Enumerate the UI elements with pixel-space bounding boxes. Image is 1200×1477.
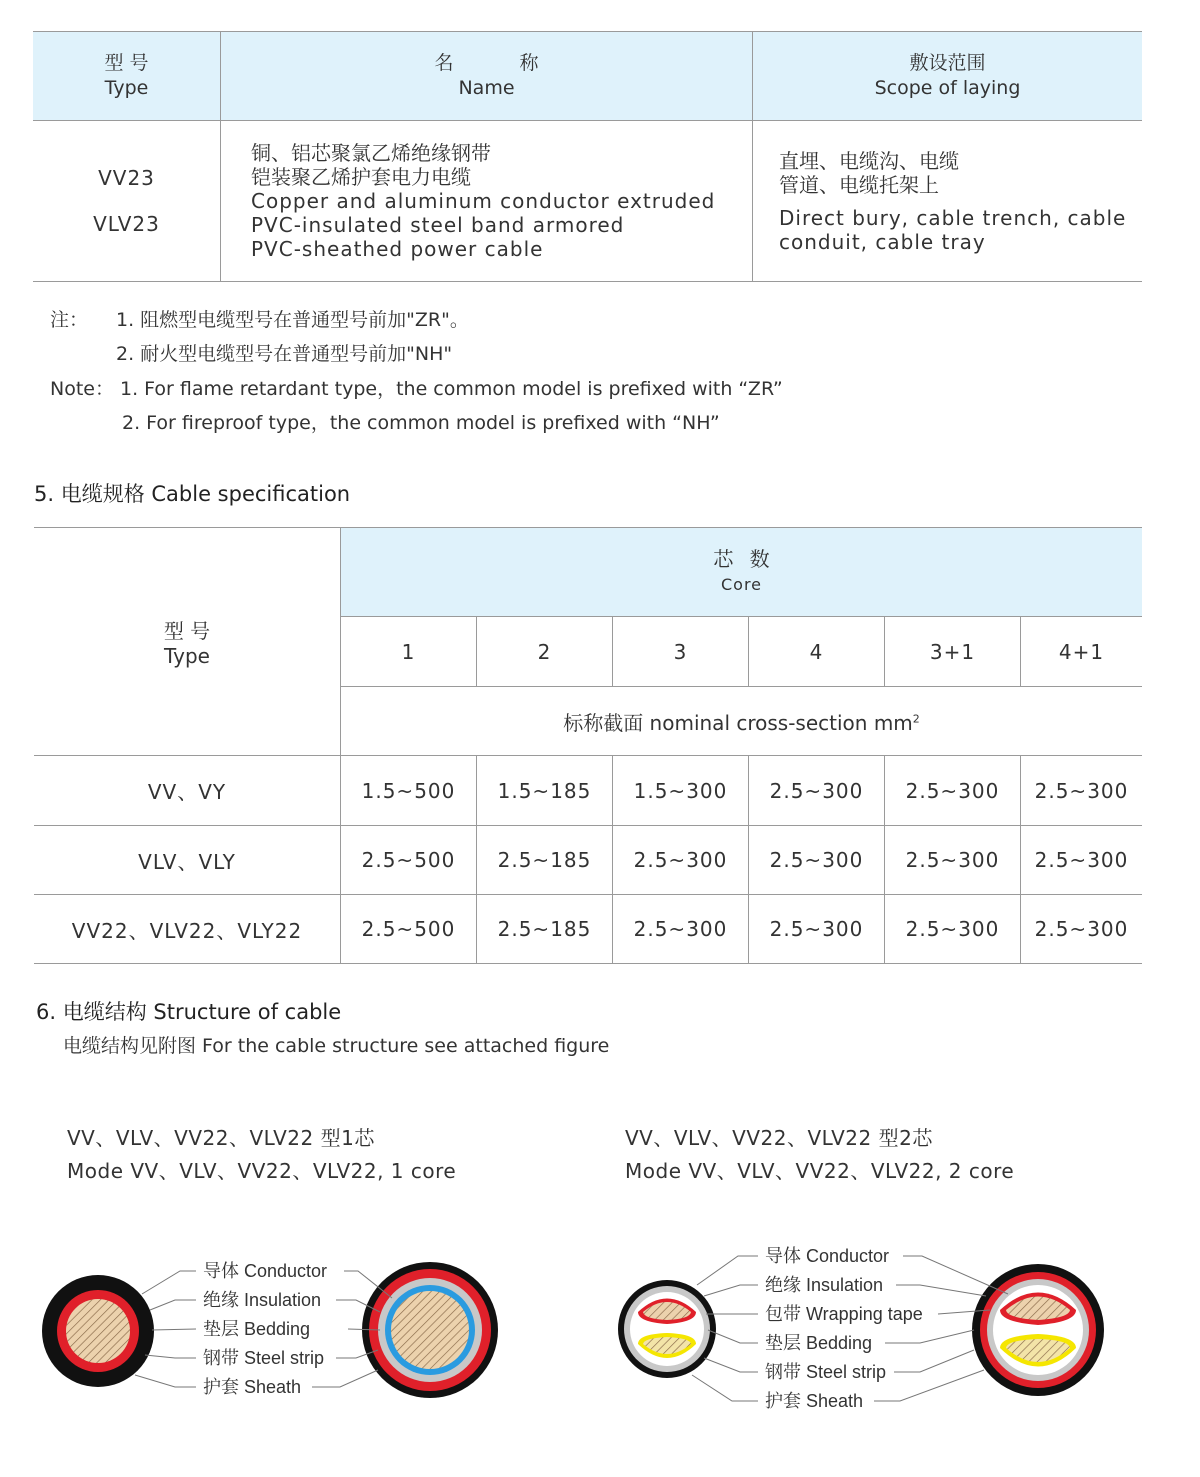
fig1-caption-en: Mode VV、VLV、VV22、VLV22, 1 core [67,1159,457,1183]
fig1-label-conductor: 导体 Conductor [203,1261,328,1281]
fig2-label-insulation: 绝缘 Insulation [765,1275,884,1295]
spec-row-type: VV22、VLV22、VLY22 [34,895,341,964]
note-zh-2: 2. 耐火型电缆型号在普通型号前加"NH" [116,343,453,365]
type-vlv23: VLV23 [93,212,160,236]
name-en-line: PVC-insulated steel band armored [251,213,625,237]
spec-value: 2.5~500 [341,895,477,964]
fig2-label-steel: 钢带 Steel strip [765,1362,887,1382]
note-en-2: 2. For fireproof type，the common model is prefixed with “NH” [122,412,720,434]
spec-value: 2.5~300 [885,826,1021,895]
fig2-label-wrapping: 包带 Wrapping tape [765,1304,923,1324]
spec-value: 2.5~300 [749,895,885,964]
scope-en-line: conduit, cable tray [779,229,986,254]
name-en-line: Copper and aluminum conductor extruded [251,189,716,213]
spec-type-header-zh: 型 号 [163,619,211,643]
name-header [221,32,753,121]
core-count: 3 [613,617,749,687]
scope-header-zh: 敷设范围 [909,52,986,74]
spec-value: 2.5~300 [749,826,885,895]
fig1-label-steel: 钢带 Steel strip [203,1348,325,1368]
note-zh-1: 1. 阻燃型电缆型号在普通型号前加"ZR"。 [116,309,469,331]
spec-row [34,756,1142,826]
core-header [341,528,1143,617]
core-count: 3+1 [885,617,1021,687]
fig1-caption-zh: VV、VLV、VV22、VLV22 型1芯 [67,1126,375,1150]
scope-header-en: Scope of laying [874,77,1021,99]
model-table-header [33,32,1142,121]
core-header-en: Core [720,575,763,594]
core-count: 1 [341,617,477,687]
name-header-en: Name [458,77,515,99]
note-en-label: Note： [50,378,114,400]
core-count: 2 [477,617,613,687]
fig1-label-bedding: 垫层 Bedding [203,1319,311,1339]
fig2-caption-zh: VV、VLV、VV22、VLV22 型2芯 [625,1126,933,1150]
spec-row [34,826,1142,895]
spec-type-header-en: Type [164,644,210,668]
spec-row-type: VLV、VLY [34,826,341,895]
core-count: 4+1 [1021,617,1143,687]
fig2-diagram [600,1230,1200,1450]
type-vv23: VV23 [98,166,155,190]
type-header-en: Type [104,77,149,99]
spec-core-header-row [34,528,1142,617]
cross-section-label [341,687,1143,756]
scope-zh-line: 管道、电缆托架上 [779,172,939,197]
fig2-caption [625,1122,1014,1188]
name-zh-line: 铜、铝芯聚氯乙烯绝缘钢带 [251,141,491,165]
model-table-row [33,121,1142,282]
spec-row-type: VV、VY [34,756,341,826]
fig2-caption-en: Mode VV、VLV、VV22、VLV22, 2 core [625,1159,1015,1183]
type-header-zh: 型 号 [104,52,149,74]
fig1-label-sheath: 护套 Sheath [203,1377,302,1397]
core-count: 4 [749,617,885,687]
spec-value: 2.5~300 [613,895,749,964]
type-header [33,32,221,121]
cross-section-text: 标称截面 nominal cross-section mm [563,710,913,735]
spec-table [34,527,1142,964]
spec-value: 2.5~300 [749,756,885,826]
scope-cell [753,121,1143,282]
fig1-left-cable [42,1275,154,1387]
type-cell [33,121,221,282]
fig2-label-bedding: 垫层 Bedding [765,1333,873,1353]
fig2-label-conductor: 导体 Conductor [765,1246,890,1266]
spec-value: 2.5~500 [341,826,477,895]
spec-row [34,895,1142,964]
spec-value: 2.5~300 [613,826,749,895]
spec-value: 2.5~300 [1021,756,1143,826]
spec-value: 2.5~300 [885,756,1021,826]
spec-value: 2.5~300 [1021,826,1143,895]
scope-header [753,32,1143,121]
spec-value: 2.5~185 [477,895,613,964]
spec-value: 2.5~185 [477,826,613,895]
scope-zh-line: 直埋、电缆沟、电缆 [779,148,959,173]
spec-value: 1.5~300 [613,756,749,826]
spec-type-header [34,528,341,756]
fig1-right-cable [362,1262,498,1398]
spec-value: 1.5~500 [341,756,477,826]
spec-value: 1.5~185 [477,756,613,826]
fig2-left-cable [618,1280,716,1378]
name-header-zh: 名 称 [434,52,539,74]
section6-subtitle: 电缆结构见附图 For the cable structure see attached figure [63,1035,610,1057]
note-en-1: 1. For flame retardant type，the common model is prefixed with “ZR” [120,378,783,400]
spec-value: 2.5~300 [885,895,1021,964]
section6-title: 6. 电缆结构 Structure of cable [36,1000,342,1024]
core-header-zh: 芯 数 [713,547,770,571]
name-zh-line: 铠装聚乙烯护套电力电缆 [251,165,471,189]
fig2-right-cable [972,1264,1104,1396]
cross-section-sup: 2 [912,711,920,725]
fig1-label-insulation: 绝缘 Insulation [203,1290,322,1310]
name-en-line: PVC-sheathed power cable [251,237,544,261]
fig2-label-sheath: 护套 Sheath [765,1391,864,1411]
note-zh-label: 注： [50,309,89,331]
model-table [33,31,1142,282]
spec-value: 2.5~300 [1021,895,1143,964]
fig1-diagram [0,1230,600,1450]
scope-en-line: Direct bury, cable trench, cable [779,205,1127,230]
name-cell [221,121,753,282]
section5-title: 5. 电缆规格 Cable specification [34,482,351,506]
fig1-caption [67,1122,456,1188]
